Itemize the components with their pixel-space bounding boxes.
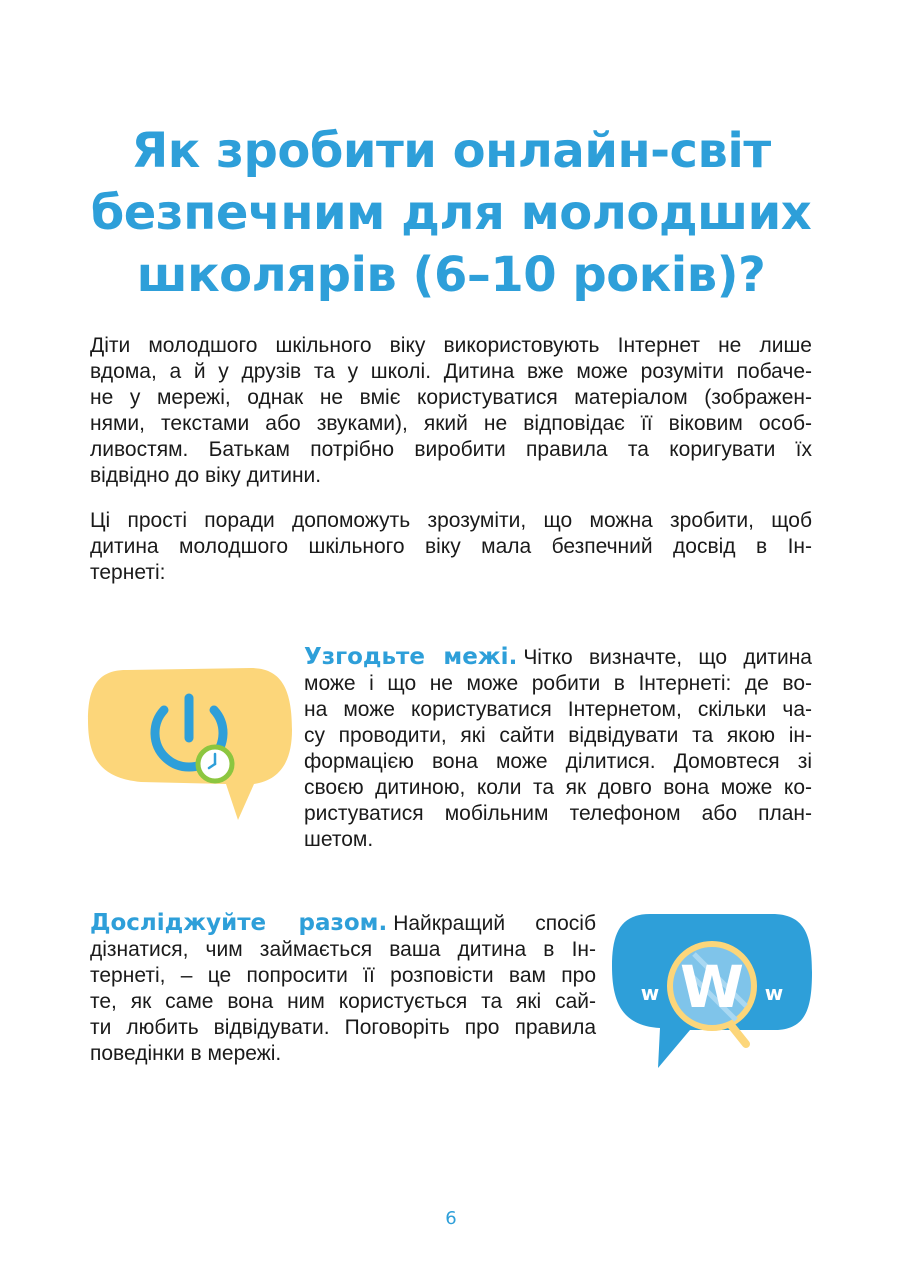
tip-line: су проводити, які сайти відвідувати та якою ін- <box>304 724 812 747</box>
tip-first-line <box>304 644 812 671</box>
title-line-2: безпечним для молодших <box>90 185 812 241</box>
tips-intro-line: дитина молодшого шкільного віку мала безпечний досвід в Ін- <box>90 535 812 558</box>
power-clock-icon <box>86 660 294 822</box>
tip-line: ти любить відвідувати. Поговоріть про правила <box>90 1016 596 1039</box>
tip-line: формацією вона може ділитися. Домовтеся зі <box>304 750 812 773</box>
tip-text: Чітко визначте, що дитина <box>523 646 812 669</box>
title-line-1: Як зробити онлайн-світ <box>131 123 771 179</box>
tips-intro-line: тернеті: <box>90 561 166 584</box>
tip-heading: Узгодьте межі. <box>304 644 518 670</box>
intro-line: нями, текстами або звуками), який не відповідає її віковим особ- <box>90 412 812 435</box>
intro-line: не у мережі, однак не вміє користуватися матеріалом (зображен- <box>90 386 812 409</box>
tip-line: те, як саме вона ним користується та які сай- <box>90 990 596 1013</box>
tip-line: на може користуватися Інтернетом, скільки ча- <box>304 698 812 721</box>
tip-line: дізнатися, чим займається ваша дитина в Ін- <box>90 938 596 961</box>
tip-line: тернеті, – це попросити її розповісти вам про <box>90 964 596 987</box>
tip-first-line <box>90 910 596 937</box>
svg-text:W: W <box>680 953 744 1021</box>
svg-text:w: w <box>640 981 660 1005</box>
page-number: 6 <box>445 1208 457 1229</box>
tip-line: своєю дитиною, коли та як довго вона може ко- <box>304 776 812 799</box>
tip-line: поведінки в мережі. <box>90 1042 282 1065</box>
tips-intro-paragraph <box>90 508 812 586</box>
www-magnifier-icon <box>610 910 814 1070</box>
tip-line: може і що не може робити в Інтернеті: де во- <box>304 672 812 695</box>
page-title <box>60 120 842 306</box>
tip-heading: Досліджуйте разом. <box>90 910 388 936</box>
tip-text: Найкращий спосіб <box>393 912 596 935</box>
tip-line: ристуватися мобільним телефоном або план- <box>304 802 812 825</box>
intro-line: відвідно до віку дитини. <box>90 464 322 487</box>
intro-line: ливостям. Батькам потрібно виробити правила та коригувати їх <box>90 438 812 461</box>
intro-line: Діти молодшого шкільного віку використовують Інтернет не лише <box>90 334 812 357</box>
tip-line: шетом. <box>304 828 374 851</box>
intro-line: вдома, а й у друзів та у школі. Дитина вже може розуміти побаче- <box>90 360 812 383</box>
intro-paragraph <box>90 333 812 489</box>
svg-text:w: w <box>764 981 784 1005</box>
tip-set-limits <box>304 644 812 853</box>
title-line-3: школярів (6–10 років)? <box>136 247 766 303</box>
tip-explore-together <box>90 910 596 1067</box>
tips-intro-line: Ці прості поради допоможуть зрозуміти, що можна зробити, щоб <box>90 509 812 532</box>
